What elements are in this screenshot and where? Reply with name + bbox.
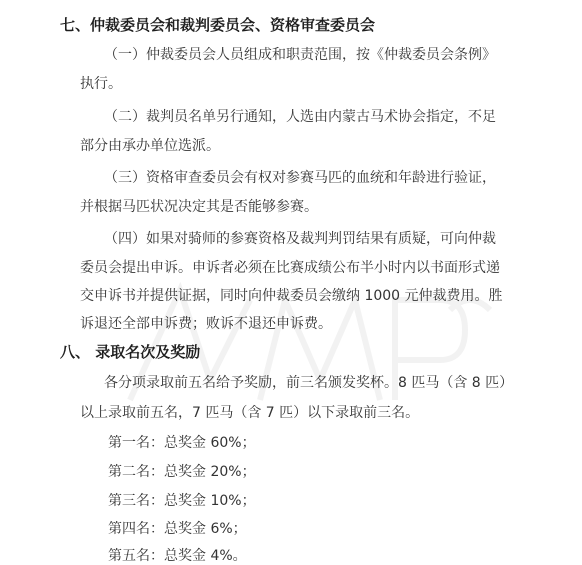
s7-p1-line1: （一）仲裁委员会人员组成和职责范围，按《仲裁委员会条例》 bbox=[104, 47, 496, 63]
s8-p1-line2: 以上录取前五名，7 匹马（含 7 匹）以下录取前三名。 bbox=[80, 405, 420, 421]
s7-p1-line2: 执行。 bbox=[80, 76, 122, 92]
prize-fourth: 第四名：总奖金 6%； bbox=[108, 521, 247, 537]
s7-p3-line2: 并根据马匹状况决定其是否能够参赛。 bbox=[80, 199, 318, 215]
s7-p4-line3: 交申诉书并提供证据，同时向仲裁委员会缴纳 1000 元仲裁费用。胜 bbox=[80, 288, 503, 304]
s7-p4-line1: （四）如果对骑师的参赛资格及裁判判罚结果有质疑，可向仲裁 bbox=[104, 231, 496, 247]
s8-p1-line1: 各分项录取前五名给予奖励，前三名颁发奖杯。8 匹马（含 8 匹） bbox=[104, 375, 514, 391]
section-8-heading: 八、 录取名次及奖励 bbox=[60, 343, 201, 361]
section-7-heading: 七、仲裁委员会和裁判委员会、资格审查委员会 bbox=[60, 16, 376, 34]
prize-third: 第三名：总奖金 10%； bbox=[108, 493, 256, 509]
s7-p4-line2: 委员会提出申诉。申诉者必须在比赛成绩公布半小时内以书面形式递 bbox=[80, 260, 500, 276]
s7-p2-line2: 部分由承办单位选派。 bbox=[80, 138, 220, 154]
s7-p3-line1: （三）资格审查委员会有权对参赛马匹的血统和年龄进行验证， bbox=[104, 170, 496, 186]
prize-first: 第一名：总奖金 60%； bbox=[108, 435, 256, 451]
prize-second: 第二名：总奖金 20%； bbox=[108, 464, 256, 480]
prize-fifth: 第五名：总奖金 4%。 bbox=[108, 548, 247, 564]
s7-p4-line4: 诉退还全部申诉费；败诉不退还申诉费。 bbox=[80, 316, 332, 332]
s7-p2-line1: （二）裁判员名单另行通知，人选由内蒙古马术协会指定，不足 bbox=[104, 109, 496, 125]
